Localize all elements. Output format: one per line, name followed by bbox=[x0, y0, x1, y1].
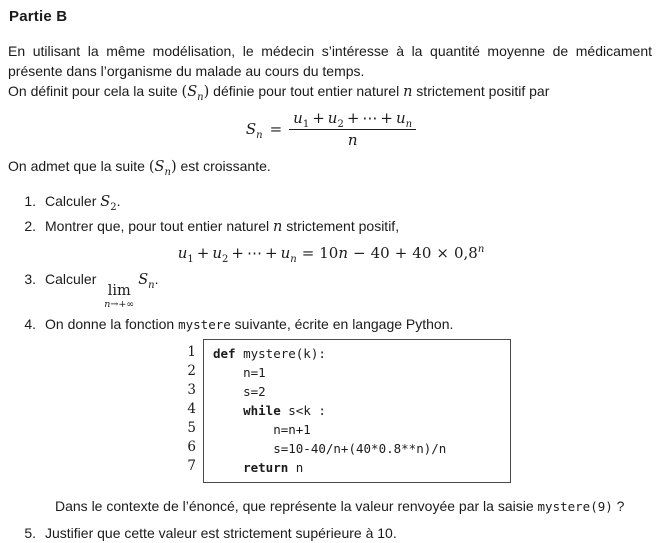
question-text bbox=[45, 269, 159, 310]
plus-sign: + bbox=[380, 109, 393, 127]
sub-2: 2 bbox=[222, 254, 229, 265]
q2-text: Montrer que, pour tout entier naturel bbox=[45, 218, 274, 234]
num-40: 40 bbox=[370, 244, 390, 262]
formula-sn bbox=[246, 109, 416, 149]
equals-sign: = bbox=[301, 244, 315, 262]
function-name: mystere bbox=[178, 317, 231, 332]
code-text: s=2 bbox=[213, 384, 266, 399]
code-line-numbers bbox=[8, 339, 203, 483]
plus-sign: + bbox=[231, 244, 244, 262]
fraction-denominator: n bbox=[347, 131, 358, 149]
code-text bbox=[213, 403, 243, 418]
q3-pre: Calculer bbox=[45, 271, 101, 287]
var-n: n bbox=[104, 299, 111, 310]
sub-n: n bbox=[197, 91, 204, 103]
display-formula-sn bbox=[8, 109, 654, 149]
math-sn bbox=[138, 272, 155, 291]
q1-pre: Calculer bbox=[45, 193, 101, 209]
var-n: n bbox=[273, 219, 283, 235]
code-line bbox=[213, 344, 501, 363]
equation-body bbox=[177, 244, 485, 265]
section-title: Partie B bbox=[9, 8, 68, 25]
definition-line bbox=[8, 81, 654, 102]
var-S: S bbox=[138, 272, 149, 288]
var-u: u bbox=[177, 244, 188, 262]
question-4-followup bbox=[55, 496, 654, 517]
question-4 bbox=[8, 314, 654, 335]
definition-pre: On définit pour cela la suite bbox=[8, 83, 182, 99]
plus-sign: + bbox=[346, 109, 360, 127]
keyword-while: while bbox=[243, 403, 281, 418]
sup-n: n bbox=[477, 244, 485, 255]
intro-paragraph: En utilisant la même modélisation, le médecin s’intéresse à la quantité moyenne de médicament présente dans l’organisme du malade au cours du temps. bbox=[8, 43, 652, 79]
cdots: ⋯ bbox=[246, 244, 262, 262]
paren-close: ) bbox=[170, 159, 177, 175]
code-line-number: 6 bbox=[187, 439, 196, 455]
sub-n: n bbox=[148, 279, 155, 291]
followup-post: ? bbox=[612, 498, 625, 514]
question-text: Justifier que cette valeur est strictement supérieure à 10. bbox=[45, 525, 397, 541]
question-text bbox=[45, 191, 120, 212]
question-number: 3. bbox=[24, 271, 36, 287]
equation-un-sum bbox=[177, 244, 485, 265]
admit-pre: On admet que la suite bbox=[8, 158, 149, 174]
minus-sign: − bbox=[353, 244, 366, 262]
var-u: u bbox=[293, 109, 303, 127]
definition-post: strictement positif par bbox=[412, 83, 550, 99]
question-number: 2. bbox=[24, 218, 36, 234]
code-line-number: 5 bbox=[187, 420, 196, 436]
var-S: S bbox=[187, 84, 198, 100]
q1-post: . bbox=[116, 193, 121, 209]
code-line-number: 3 bbox=[187, 382, 196, 398]
code-text bbox=[213, 460, 243, 475]
keyword-return: return bbox=[243, 460, 289, 475]
times-sign: × bbox=[436, 244, 449, 262]
sub-1: 1 bbox=[302, 119, 310, 130]
math-s2 bbox=[100, 194, 117, 213]
q2-text2: strictement positif, bbox=[282, 218, 400, 234]
paren-open: ( bbox=[181, 84, 188, 100]
num-0-8: 0,8 bbox=[453, 244, 478, 262]
sequence-sn-notation bbox=[181, 84, 210, 103]
lim-word: lim bbox=[107, 283, 131, 299]
fraction bbox=[289, 109, 416, 149]
var-u: u bbox=[396, 109, 406, 127]
question-number: 1. bbox=[24, 193, 36, 209]
sub-n: n bbox=[290, 254, 297, 265]
code-block bbox=[203, 339, 511, 483]
code-line bbox=[213, 382, 501, 401]
formula-lhs bbox=[245, 120, 263, 141]
q4-post: suivante, écrite en langage Python. bbox=[230, 316, 454, 332]
plus-sign: + bbox=[394, 244, 408, 262]
code-text: mystere(k): bbox=[235, 346, 326, 361]
function-call: mystere(9) bbox=[537, 499, 613, 514]
paren-open: ( bbox=[148, 159, 155, 175]
paren-close: ) bbox=[203, 84, 210, 100]
sequence-sn-notation bbox=[148, 159, 177, 178]
arrow-plus-infinity: →+∞ bbox=[110, 299, 135, 310]
code-line-number: 7 bbox=[187, 458, 196, 474]
code-line bbox=[213, 401, 501, 420]
code-line bbox=[213, 439, 501, 458]
question-list bbox=[8, 191, 654, 543]
question-text bbox=[45, 314, 453, 335]
question-text bbox=[45, 216, 399, 237]
var-u: u bbox=[327, 109, 338, 127]
question-number: 4. bbox=[24, 316, 36, 332]
var-S: S bbox=[154, 159, 165, 175]
code-line bbox=[213, 363, 501, 382]
question-5 bbox=[8, 523, 654, 543]
code-text: s=10-40/n+(40*0.8**n)/n bbox=[213, 441, 447, 456]
sub-n: n bbox=[164, 166, 171, 178]
q3-post: . bbox=[154, 271, 159, 287]
code-line-number: 1 bbox=[187, 344, 196, 360]
var-u: u bbox=[280, 244, 291, 262]
code-text: n=n+1 bbox=[213, 422, 311, 437]
sub-n: n bbox=[256, 130, 263, 141]
code-text: n=1 bbox=[213, 365, 266, 380]
plus-sign: + bbox=[312, 109, 325, 127]
q4-pre: On donne la fonction bbox=[45, 316, 179, 332]
admit-post: est croissante. bbox=[176, 158, 271, 174]
fraction-numerator bbox=[289, 109, 416, 130]
sub-2: 2 bbox=[337, 119, 344, 130]
plus-sign: + bbox=[196, 244, 210, 262]
var-n: n bbox=[338, 244, 349, 262]
question-3 bbox=[8, 269, 654, 310]
question-number: 5. bbox=[24, 525, 36, 541]
question-2 bbox=[8, 216, 654, 237]
code-line bbox=[213, 458, 501, 477]
definition-mid: définie pour tout entier naturel bbox=[209, 83, 404, 99]
keyword-def: def bbox=[213, 346, 236, 361]
sub-n: n bbox=[405, 119, 413, 130]
plus-sign: + bbox=[264, 244, 278, 262]
limit-notation bbox=[104, 284, 134, 310]
var-S: S bbox=[100, 194, 111, 210]
code-text: s<k : bbox=[280, 403, 326, 418]
sub-2: 2 bbox=[110, 201, 117, 213]
num-40: 40 bbox=[412, 244, 432, 262]
display-equation-q2 bbox=[8, 244, 654, 265]
var-n: n bbox=[403, 84, 413, 100]
sub-1: 1 bbox=[187, 254, 194, 265]
var-u: u bbox=[212, 244, 223, 262]
question-1 bbox=[8, 191, 654, 212]
code-line-number: 4 bbox=[187, 401, 196, 417]
code-text: n bbox=[288, 460, 304, 475]
code-line bbox=[213, 420, 501, 439]
var-S: S bbox=[245, 120, 257, 138]
lim-subscript bbox=[104, 299, 134, 310]
admit-line bbox=[8, 156, 654, 177]
num-10: 10 bbox=[319, 244, 339, 262]
code-listing bbox=[8, 339, 654, 483]
equals-sign: = bbox=[269, 120, 283, 138]
followup-pre: Dans le contexte de l’énoncé, que représente la valeur renvoyée par la saisie bbox=[55, 498, 538, 514]
code-line-number: 2 bbox=[187, 363, 196, 379]
cdots: ⋯ bbox=[362, 109, 378, 127]
